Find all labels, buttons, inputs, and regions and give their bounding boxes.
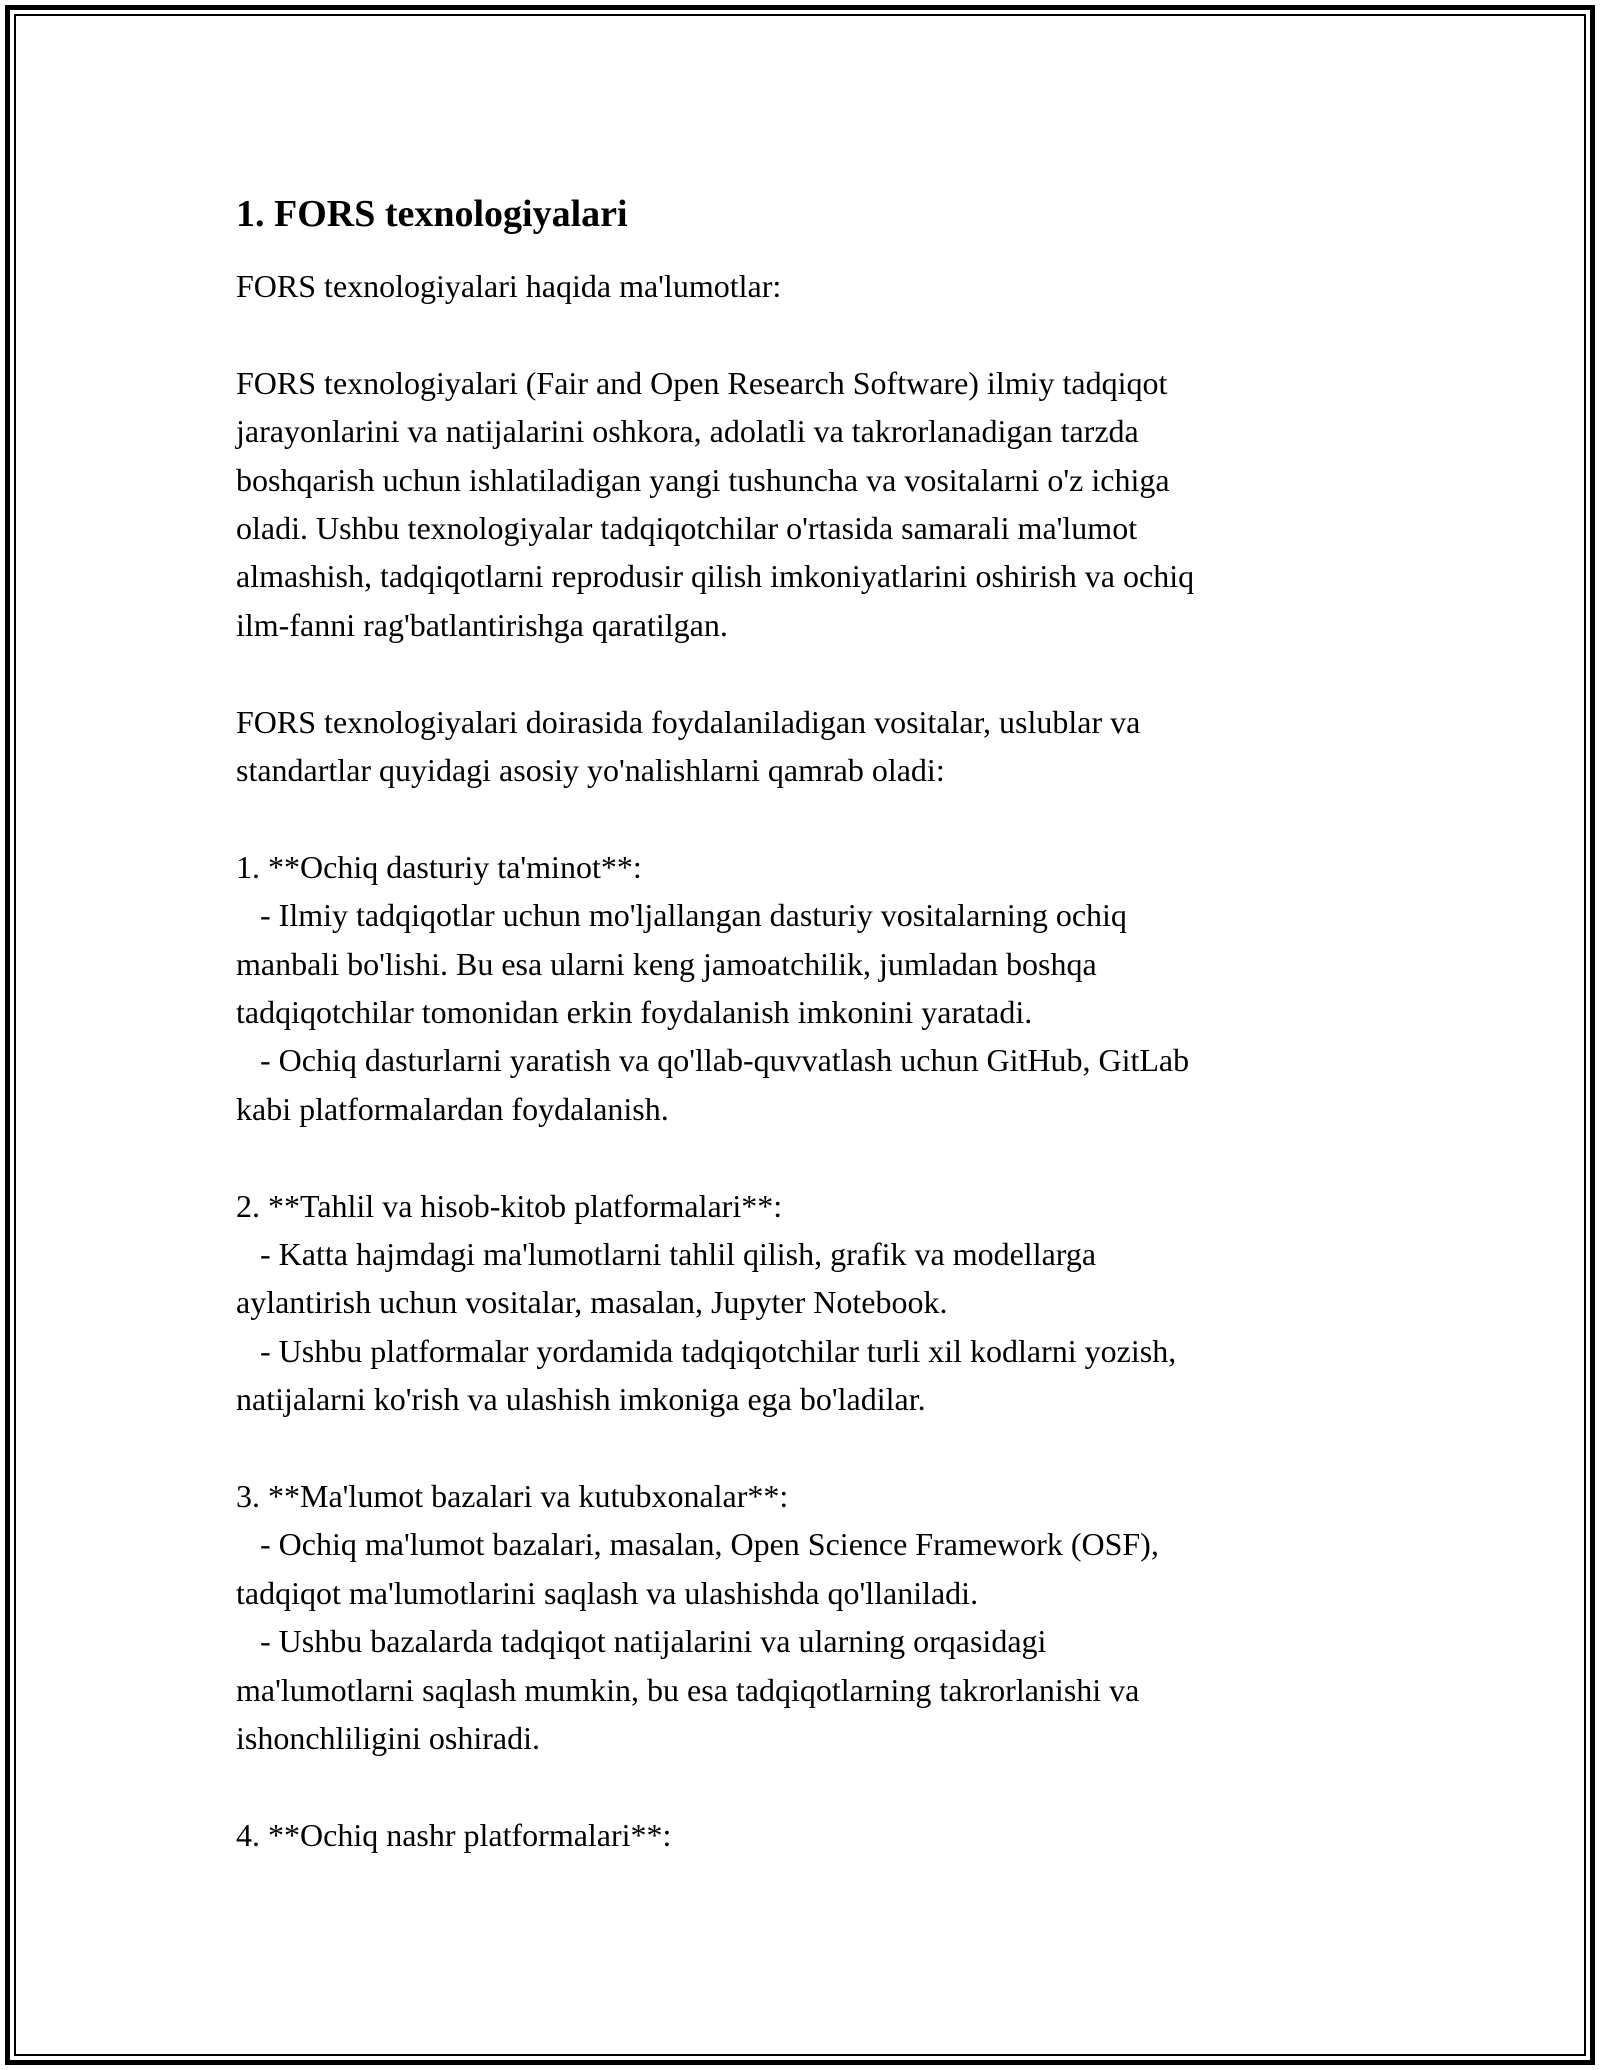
list-heading: 4. **Ochiq nashr platformalari**: — [236, 1816, 672, 1853]
text-line: FORS texnologiyalari doirasida foydalaniladigan vositalar, uslublar va — [236, 703, 1141, 740]
text-line: - Ochiq ma'lumot bazalari, masalan, Open Science Framework (OSF), — [236, 1526, 1159, 1563]
blank-line — [236, 310, 1366, 358]
text-line: jarayonlarini va natijalarini oshkora, adolatli va takrorlanadigan tarzda — [236, 413, 1139, 450]
text-line: ishonchliligini oshiradi. — [236, 1720, 540, 1757]
text-line: standartlar quyidagi asosiy yo'nalishlarni qamrab oladi: — [236, 752, 945, 789]
text-lines — [236, 262, 1366, 1859]
text-line: ilm-fanni rag'batlantirishga qaratilgan. — [236, 606, 728, 643]
list-heading: 2. **Tahlil va hisob-kitob platformalari**: — [236, 1187, 783, 1224]
text-line: manbali bo'lishi. Bu esa ularni keng jamoatchilik, jumladan boshqa — [236, 945, 1097, 982]
document-body — [236, 188, 1366, 1859]
blank-line — [236, 649, 1366, 697]
text-line: - Katta hajmdagi ma'lumotlarni tahlil qilish, grafik va modellarga — [236, 1236, 1097, 1273]
text-line: aylantirish uchun vositalar, masalan, Jupyter Notebook. — [236, 1284, 948, 1321]
text-line: tadqiqotchilar tomonidan erkin foydalanish imkonini yaratadi. — [236, 994, 1033, 1031]
text-line: - Ilmiy tadqiqotlar uchun mo'ljallangan dasturiy vositalarning ochiq — [236, 897, 1127, 934]
text-line: natijalarni ko'rish va ulashish imkoniga ega bo'ladilar. — [236, 1381, 926, 1418]
text-line: - Ushbu platformalar yordamida tadqiqotchilar turli xil kodlarni yozish, — [236, 1332, 1177, 1369]
section-heading: 1. FORS texnologiyalari — [236, 193, 628, 235]
text-line: - Ochiq dasturlarni yaratish va qo'llab-quvvatlash uchun GitHub, GitLab — [236, 1042, 1190, 1079]
list-heading: 1. **Ochiq dasturiy ta'minot**: — [236, 848, 642, 885]
list-heading: 3. **Ma'lumot bazalari va kutubxonalar**: — [236, 1478, 789, 1515]
blank-line — [236, 1424, 1366, 1472]
text-line: tadqiqot ma'lumotlarini saqlash va ulashishda qo'llaniladi. — [236, 1574, 979, 1611]
text-line: boshqarish uchun ishlatiladigan yangi tushuncha va vositalarni o'z ichiga — [236, 461, 1170, 498]
text-line: ma'lumotlarni saqlash mumkin, bu esa tadqiqotlarning takrorlanishi va — [236, 1671, 1140, 1708]
blank-line — [236, 1763, 1366, 1811]
blank-line — [236, 794, 1366, 842]
text-line: kabi platformalardan foydalanish. — [236, 1090, 669, 1127]
blank-line — [236, 1133, 1366, 1181]
text-line: FORS texnologiyalari haqida ma'lumotlar: — [236, 268, 782, 304]
text-line: oladi. Ushbu texnologiyalar tadqiqotchilar o'rtasida samarali ma'lumot — [236, 510, 1138, 547]
text-line: - Ushbu bazalarda tadqiqot natijalarini va ularning orqasidagi — [236, 1623, 1047, 1660]
text-line: almashish, tadqiqotlarni reprodusir qilish imkoniyatlarini oshirish va ochiq — [236, 558, 1195, 595]
text-line: FORS texnologiyalari (Fair and Open Research Software) ilmiy tadqiqot — [236, 364, 1168, 401]
